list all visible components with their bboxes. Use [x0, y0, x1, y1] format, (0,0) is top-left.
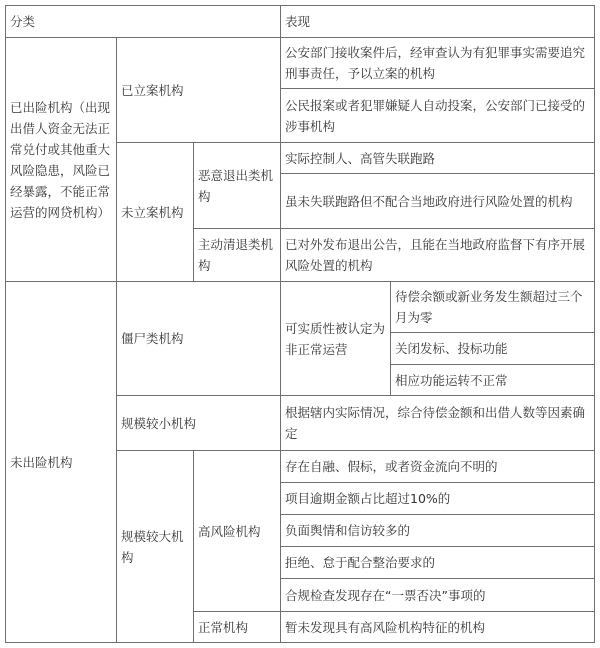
large-scale-category: 规模较大机构: [116, 450, 194, 643]
normal-description: 暂未发现具有高风险机构特征的机构: [280, 611, 595, 643]
header-manifestation: 表现: [280, 5, 595, 38]
high-risk-item: 合规检查发现存在“一票否决”事项的: [280, 578, 595, 612]
zombie-criterion: 可实质性被认定为非正常运营: [280, 281, 391, 396]
zombie-item: 待偿余额或新业务发生额超过三个月为零: [390, 281, 595, 333]
malicious-exit-category: 恶意退出类机构: [193, 142, 281, 229]
zombie-item: 相应功能运转不正常: [390, 364, 595, 396]
voluntary-exit-item: 已对外发布退出公告，且能在当地政府监督下有序开展风险处置的机构: [280, 228, 595, 282]
normal-category: 正常机构: [193, 611, 281, 643]
voluntary-exit-category: 主动清退类机构: [193, 228, 281, 282]
filed-category: 已立案机构: [116, 37, 281, 143]
small-scale-description: 根据辖内实际情况，综合待偿金额和出借人数等因素确定: [280, 395, 595, 451]
filed-item: 公民报案或者犯罪嫌疑人自动投案，公安部门已接受的涉事机构: [280, 88, 595, 143]
small-scale-category: 规模较小机构: [116, 395, 281, 451]
zombie-item: 关闭发标、投标功能: [390, 332, 595, 365]
zombie-category: 僵尸类机构: [116, 281, 281, 396]
header-category: 分类: [5, 5, 281, 38]
high-risk-item: 存在自融、假标，或者资金流向不明的: [280, 450, 595, 483]
unfiled-category: 未立案机构: [116, 142, 194, 282]
not-exposed-category: 未出险机构: [5, 281, 117, 643]
high-risk-item: 拒绝、怠于配合整治要求的: [280, 546, 595, 579]
malicious-exit-item: 实际控制人、高管失联跑路: [280, 142, 595, 174]
exposed-category: 已出险机构（出现出借人资金无法正常兑付或其他重大风险隐患，风险已经暴露，不能正常运营的网贷机构）: [5, 37, 117, 282]
high-risk-item: 负面舆情和信访较多的: [280, 514, 595, 547]
malicious-exit-item: 虽未失联跑路但不配合当地政府进行风险处置的机构: [280, 173, 595, 229]
high-risk-category: 高风险机构: [193, 450, 281, 612]
high-risk-item: 项目逾期金额占比超过10%的: [280, 482, 595, 515]
filed-item: 公安部门接收案件后，经审查认为有犯罪事实需要追究刑事责任，予以立案的机构: [280, 37, 595, 89]
